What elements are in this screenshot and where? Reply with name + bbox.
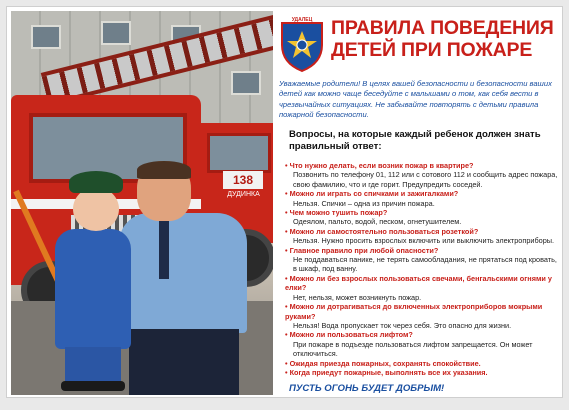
qa-item bbox=[285, 302, 561, 330]
answer: Нельзя! Вода пропускает ток через себя. Это опасно для жизни. bbox=[293, 320, 512, 330]
answer: Нельзя. Нужно просить взрослых включить или выключить электроприборы. bbox=[293, 236, 555, 246]
qa-item bbox=[285, 189, 561, 208]
question: • Чем можно тушить пожар? bbox=[285, 208, 388, 218]
text-column bbox=[279, 11, 559, 395]
question: • Можно ли без взрослых пользоваться свечами, бенгальскими огнями у елки? bbox=[285, 273, 552, 293]
child-head bbox=[73, 187, 119, 231]
qa-item bbox=[285, 368, 561, 377]
child-shoes bbox=[61, 381, 125, 391]
intro-text: Уважаемые родители! В целях вашей безопасности и безопасности ваших детей как можно чаще беседуйте с малышами о том, как себя вести в чрезвычайных ситуациях. Не забывайте повторять с детьми правила пожарной безопасности. bbox=[279, 79, 552, 120]
question: • Ожидая приезда пожарных, сохранять спокойствие. bbox=[285, 358, 481, 368]
question: • Можно ли самостоятельно пользоваться розеткой? bbox=[285, 226, 479, 236]
question: • Можно ли играть со спичками и зажигалками? bbox=[285, 189, 459, 199]
qa-list bbox=[285, 161, 561, 377]
answer: При пожаре в подъезде пользоваться лифтом запрещается. Он может отключиться. bbox=[293, 339, 533, 359]
firefighter-photo bbox=[11, 11, 273, 395]
qa-item bbox=[285, 208, 561, 227]
child bbox=[51, 171, 131, 391]
emblem-label: УДАЛЕЦ bbox=[291, 17, 313, 23]
man-tie bbox=[159, 219, 169, 279]
question: • Что нужно делать, если возник пожар в квартире? bbox=[285, 161, 474, 170]
questions-heading: Вопросы, на которые каждый ребенок должен знать правильный ответ: bbox=[289, 129, 541, 152]
truck-label: ДУДИНКА bbox=[227, 191, 260, 198]
title-line-1: ПРАВИЛА ПОВЕДЕНИЯ bbox=[331, 17, 554, 39]
firefighter-man bbox=[119, 161, 249, 395]
qa-item bbox=[285, 359, 561, 368]
question: • Главное правило при любой опасности? bbox=[285, 245, 439, 255]
title-line-2: ДЕТЕЙ ПРИ ПОЖАРЕ bbox=[331, 39, 533, 61]
child-cap bbox=[69, 171, 123, 193]
answer: Нельзя. Спички – одна из причин пожара. bbox=[293, 198, 435, 208]
building-window bbox=[101, 21, 131, 45]
poster-title bbox=[331, 17, 559, 61]
qa-item bbox=[285, 274, 561, 302]
qa-item bbox=[285, 161, 561, 189]
answer: Не поддаваться панике, не терять самообладания, не прятаться под кровать, в шкаф, под ванну. bbox=[293, 255, 557, 274]
answer: Позвонить по телефону 01, 112 или с сотового 112 и сообщить адрес пожара, свою фамилию, что и где горит. Предупредить соседей. bbox=[293, 170, 558, 189]
question: • Можно ли дотрагиваться до включенных электроприборов мокрыми руками? bbox=[285, 302, 543, 321]
slogan: ПУСТЬ ОГОНЬ БУДЕТ ДОБРЫМ! bbox=[289, 383, 445, 394]
building-window bbox=[231, 71, 261, 95]
man-shirt bbox=[119, 213, 247, 333]
answer: Нет, нельзя, может возникнуть пожар. bbox=[293, 292, 422, 302]
truck-number: 138 bbox=[223, 171, 263, 189]
question: • Можно ли пользоваться лифтом? bbox=[285, 330, 413, 340]
man-pants bbox=[129, 329, 239, 395]
building-window bbox=[31, 25, 61, 49]
child-suit bbox=[55, 229, 131, 349]
qa-item bbox=[285, 330, 561, 358]
fire-safety-poster bbox=[6, 6, 563, 398]
qa-item bbox=[285, 227, 561, 246]
question: • Когда приедут пожарные, выполнять все их указания. bbox=[285, 367, 488, 377]
mchs-emblem-icon bbox=[279, 15, 325, 73]
answer: Одеялом, пальто, водой, песком, огнетушителем. bbox=[293, 217, 462, 227]
qa-item bbox=[285, 246, 561, 274]
man-hair bbox=[137, 161, 191, 179]
